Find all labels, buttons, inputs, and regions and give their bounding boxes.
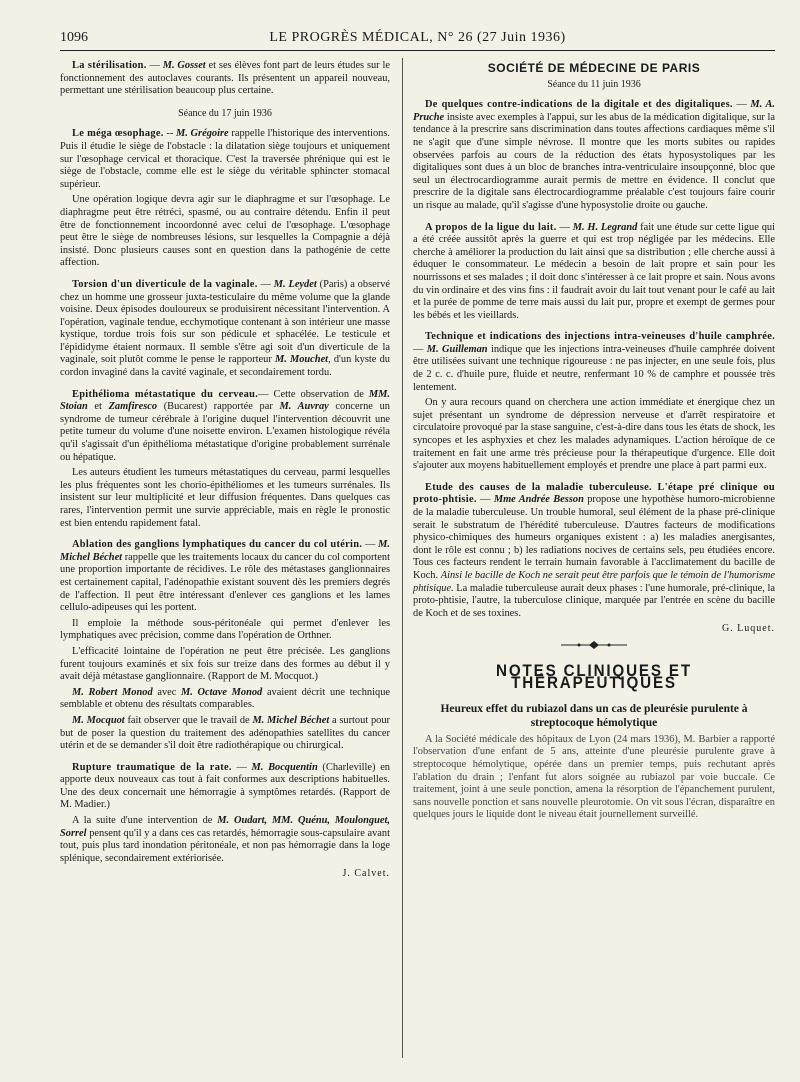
article-body: (Bucarest) rapportée par xyxy=(157,401,280,413)
article-author: M. H. Legrand xyxy=(572,221,638,233)
article-author: M. Robert Monod xyxy=(72,686,153,698)
note-title: Heureux effet du rubiazol dans un cas de pleurésie purulente à streptocoque hémolytique xyxy=(440,702,748,729)
section-heading: NOTES CLINIQUES ET THÉRAPEUTIQUES xyxy=(496,661,692,693)
article-title: Torsion d'un diverticule de la vaginale. xyxy=(72,278,258,290)
article-title: Technique et indications des injections intra-veineuses d'huile camphrée. xyxy=(425,331,775,343)
article-ligue-lait: A propos de la ligue du lait. — M. H. Legrand fait une étude sur cette ligue qui a été créée aussitôt après la guerre et qui est trop négligée par les médecins. Elle cherche à améliorer la production du lait ainsi que sa distribution ; elle cherche aussi à éduquer le consommateur. Le médecin a besoin de lait propre et sain pour les nourrissons et ses malades ; il doit donc s'intéresser à ce lait propre et sain. Nous avons du vin ordinaire et des vins fins : il faudrait avoir du lait tout venant pour le café au lait et la purée de pomme de terre mais aussi du lait pur, propre et exempt de germes pour les bébés et les vieillards. xyxy=(413,221,775,321)
article-author: M. Gosset xyxy=(162,60,206,71)
article-author: M. Michel Béchet xyxy=(60,539,390,563)
article-title: Le méga œsophage. xyxy=(72,128,164,140)
society-heading: SOCIÉTÉ DE MÉDECINE DE PARIS xyxy=(487,61,701,75)
article-title: Rupture traumatique de la rate. xyxy=(72,761,232,773)
article-author: M. Michel Béchet xyxy=(252,714,330,726)
article-sterilisation: La stérilisation. — M. Gosset et ses élèves font part de leurs études sur le fonctionnement des autoclaves courants. Ils présentent un appareil nouveau, permettant une stérilisation beaucoup plus certaine. xyxy=(60,60,390,97)
article-body: , d'un kyste du cordon invaginé dans la cavité vaginale, et secondairement tordu. xyxy=(60,354,390,379)
article-body-paragraph: M. Mocquot fait observer que le travail de M. Michel Béchet a surtout pour but de poser la question du traitement des adénopathies satellites du cancer utérin et de se demander s'il doit être radiothérapique ou chirurgical. xyxy=(60,714,391,752)
article-body-paragraph: Une opération logique devra agir sur le diaphragme et sur l'œsophage. Le diaphragme peut être rétréci, spasmé, ou au contraire détendu. Enfin il peut être de fonctionnement incoordonné avec celui de l'œsophage. L'œsophage peut être le siège de nombreuses lésions, sur lesquelles la Compagnie a déjà insisté. Donc plusieurs causes sont en question dans la pathogénie de cette affection. xyxy=(60,194,390,269)
article-body: fait une étude sur cette ligue qui a été créée aussitôt après la guerre et qui est trop négligée par les médecins. Elle cherche à améliorer la production du lait ainsi que sa distribution ; elle cherche aussi à éduquer le consommateur. Le médecin a besoin de lait propre et sain pour les nourrissons et ses malades ; il doit donc s'intéresser à ce lait propre et sain. Nous avons du vin ordinaire et des vins fins : il faudrait avoir du lait tout venant pour le café au lait et la purée de pomme de terre mais aussi du lait pur, propre et exempt de germes pour les bébés et les vieillards. xyxy=(413,221,775,321)
article-body-paragraph: On y aura recours quand on cherchera une action immédiate et énergique chez un sujet présentant un syndrome de dépression nerveuse et d'arrêt respiratoire et circulatoire provoqué par la stase sanguine, c'est-à-dire dans tous les états de shock, les syncopes et les asphyxies et chez les malades adynamiques. L'action héroïque de ce traitement en fait une arme très précieuse pour la thérapeutique d'urgence. Elle doit s'ajouter aux moyens habituellement employés et prendre une place à part parmi eux. xyxy=(413,397,775,472)
signature: J. Calvet. xyxy=(342,868,390,880)
article-body: La maladie tuberculeuse aurait deux phases : l'une humorale, pré-clinique, la proto-phtisie, l'autre, la tuberculose clinique, marquée par l'entrée en scène du bacille de Koch et de ses toxines. xyxy=(413,582,775,619)
signature: G. Luquet. xyxy=(721,623,775,635)
article-body: rappelle que les traitements locaux du cancer du col comportent une proportion importante de récidives. Le rôle des métastases ganglionnaires est certainement capital, l'adénopathie existant souvent dès les premiers degrés de l'affection. Il peut être intéressant d'enlever ces ganglions et les lames cellulo-adipeuses qui les portent. xyxy=(60,551,391,614)
session-date: Séance du 11 juin 1936 xyxy=(547,78,641,90)
article-ganglions: Ablation des ganglions lymphatiques du cancer du col utérin. — M. Michel Béchet rappelle que les traitements locaux du cancer du col comportent une proportion importante de récidives. Le rôle des métastases ganglionnaires est certainement capital, l'adénopathie existant souvent dès les premiers degrés de l'affection. Il peut être intéressant d'enlever ces ganglions et les lames cellulo-adipeuses qui les portent. xyxy=(60,539,391,614)
article-body: indique que les injections intra-veineuses d'huile camphrée doivent être utilisées suivant une technique rigoureuse : ne pas injecter, en une seule fois, plus de 2 c. c. d'huile pure, fluide et neutre, renfermant 10 % de camphre et poussée très lentement. xyxy=(413,343,775,393)
article-title: De quelques contre-indications de la digitale et des digitaliques. xyxy=(425,99,733,111)
article-body-paragraph: Il emploie la méthode sous-péritonéale qui permet d'enlever les lymphatiques avec précision, comme dans l'opération de Orthner. xyxy=(60,617,390,642)
article-body: (Charleville) en apporte deux nouveaux cas tout à fait conformes aux descriptions habituelles. Une des deux concernait une hémorragie à symptômes retardés. (Rapport de M. Madier.) xyxy=(60,761,391,811)
article-body: (Paris) a observé chez un homme une grosseur juxta-testiculaire du même volume que la glande voisine. Deux épisodes douloureux se produisirent nécessitant l'intervention. A l'opération, vaginale tendue, ecchymotique contenant à son intérieur une masse kystique, tordue trois fois sur son pédicule et sphacélée. Le testicule et l'épididyme étaient normaux. Il semble s'être agi soit d'un diverticule de la vaginale, soit plutôt comme le pense le rapporteur xyxy=(60,278,390,366)
article-author: M. Auvray xyxy=(279,401,329,413)
article-body-paragraph: Les auteurs étudient les tumeurs métastatiques du cerveau, parmi lesquelles les plus fréquentes sont les chorio-épithéliomes et les tumeurs surrénales. Ils insistent sur leur multiplicité et leur diffusion fréquentes. Dans quelques cas rares, l'intervention permit une survie appréciable, mais en règle le pronostic est bien entendu rapidement fatal. xyxy=(60,467,390,529)
article-author: M. Mouchet xyxy=(274,354,329,366)
article-author: M. Bocquentin xyxy=(251,761,318,773)
session-date: Séance du 17 juin 1936 xyxy=(178,107,272,119)
article-title: La stérilisation. xyxy=(72,60,147,71)
left-column xyxy=(60,60,390,884)
running-title: LE PROGRÈS MÉDICAL, N° 26 (27 Juin 1936) xyxy=(269,30,566,45)
article-body: insiste avec exemples à l'appui, sur les abus de la médication digitalique, sur la tendance à la prescrire sans discrimination dans toutes affections cardiaques même s'il ne s'agit que d'une simple névrose. Il montre que les morts subites ou rapides observées parfois au cours de la réduction des états hyposystoliques par les digitaliques sont dues à un bloc de branches intra-ventriculaire insoupçonné, bloc que seul un électrocardiogramme aurait permis de mettre en évidence. Il conclut que prescrire de la digitale sans électrocardiogramme préalable c'est toujours faire courir un risque au malade, qu'il s'agisse d'une hyposystolie droite ou gauche. xyxy=(413,111,775,211)
article-italic-passage: Ainsi le bacille de Koch ne serait peut être parfois que le témoin de l'humorisme phtisique. xyxy=(413,569,776,594)
article-author: M. Octave Monod xyxy=(181,686,263,698)
article-author: M. Grégoire xyxy=(176,128,229,140)
article-author: M. Leydet xyxy=(273,278,317,290)
article-tuberculose: Etude des causes de la maladie tuberculeuse. L'étape pré clinique ou proto-phtisie. — Mme Andrée Besson propose une hypothèse humoro-microbienne de la maladie tuberculeuse. Un trouble humoral, seul élément de la phase pré-clinique serait le substratum de l'hérédité tuberculeuse. D'autres facteurs de modifications physico-chimiques des humeurs organiques existent : a) les maladies anergisantes, dont le rôle est connu ; b) les radiations nocives de certains sels, peu étudiées encore. Tous ces facteurs rendent le terrain humain favorable à l'acclimatement du bacille de Koch. Ainsi le bacille de Koch ne serait peut être parfois que le témoin de l'humorisme phtisique. La maladie tuberculeuse aurait deux phases : l'une humorale, pré-clinique, la proto-phtisie, l'autre, la tuberculose clinique, marquée par l'entrée en scène du bacille de Koch et de ses toxines. xyxy=(413,481,776,619)
article-title: Ablation des ganglions lymphatiques du cancer du col utérin. xyxy=(72,539,363,551)
article-body-paragraph: M. Robert Monod avec M. Octave Monod avaient décrit une technique semblable et obtenu des résultats comparables. xyxy=(60,686,391,711)
article-body: rappelle l'historique des interventions. Puis il étudie le siège de l'obstacle : la dilatation siège toujours et uniquement sur l'œsophage cervical et thoracique. C'est la traversée phrénique qui est le siège de l'obstacle, comme elle est le siège du véritable sphincter stomacal supérieur. xyxy=(60,128,390,190)
article-body: — Cette observation de xyxy=(258,388,369,400)
article-body: concerne un syndrome de tumeur cérébrale à l'origine duquel l'intervention découvrit une petite tumeur du volume d'une noisette environ. L'examen histologique révéla qu'il s'agissait d'un épithélioma métastatique d'origine probablement surrénale ou hépatique. xyxy=(60,401,390,463)
article-body-paragraph: L'efficacité lointaine de l'opération ne peut être précisée. Les ganglions furent toujours examinés et six fois sur treize dans des formes au début il y avait déjà métastase ganglionnaire. (Rapport de M. Mocquot.) xyxy=(60,645,390,683)
article-title: Epithélioma métastatique du cerveau. xyxy=(72,388,259,400)
article-body: propose une hypothèse humoro-microbienne de la maladie tuberculeuse. Un trouble humoral, seul élément de la phase pré-clinique serait le substratum de l'hérédité tuberculeuse. D'autres facteurs de modifications physico-chimiques des humeurs organiques existent : a) les maladies anergisantes, dont le rôle est connu ; b) les radiations nocives de certains sels, peu étudiées encore. Tous ces facteurs rendent le terrain humain favorable à l'acclimatement du bacille de Koch. xyxy=(413,494,775,581)
article-mega-oesophage: Le méga œsophage. -- M. Grégoire rappelle l'historique des interventions. Puis il étudie le siège de l'obstacle : la dilatation siège toujours et uniquement sur l'œsophage cervical et thoracique. C'est la traversée phrénique qui est le siège de l'obstacle, comme elle est le siège du véritable sphincter stomacal supérieur. xyxy=(60,128,390,190)
page-header xyxy=(60,30,775,51)
article-title: Etude des causes de la maladie tuberculeuse. L'étape pré clinique ou proto-phtisie. xyxy=(413,481,775,506)
article-author: M. Guilleman xyxy=(426,343,488,355)
article-author: M. Oudart, MM. Quénu, Moulonguet, Sorrel xyxy=(60,815,390,839)
article-huile-camphree: Technique et indications des injections intra-veineuses d'huile camphrée. — M. Guilleman indique que les injections intra-veineuses d'huile camphrée doivent être utilisées suivant une technique rigoureuse : ne pas injecter, en une seule fois, plus de 2 c. c. d'huile pure, fluide et neutre, renfermant 10 % de camphre et poussée très lentement. xyxy=(413,331,775,393)
ornament-flourish-icon xyxy=(559,640,629,650)
article-author: Zamfiresco xyxy=(108,401,158,413)
article-digitale: De quelques contre-indications de la digitale et des digitaliques. — M. A. Pruche insiste avec exemples à l'appui, sur les abus de la médication digitalique, sur la tendance à la prescrire sans discrimination dans toutes affections cardiaques même s'il ne s'agit que d'une simple névrose. Il montre que les morts subites ou rapides observées parfois au cours de la réduction des états hyposystoliques par les digitaliques sont dues à un bloc de branches intra-ventriculaire insoupçonné, bloc que seul un électrocardiogramme aurait permis de mettre en évidence. Il conclut que prescrire de la digitale sans électrocardiogramme préalable c'est toujours faire courir un risque au malade, qu'il s'agisse d'une hyposystolie droite ou gauche. xyxy=(413,99,775,211)
article-epithelioma: Epithélioma métastatique du cerveau.— Cette observation de MM. Stoian et Zamfiresco (Bucarest) rapportée par M. Auvray concerne un syndrome de tumeur cérébrale à l'origine duquel l'intervention découvrit une petite tumeur du volume d'une noisette environ. L'examen histologique révéla qu'il s'agissait d'un épithélioma métastatique d'origine probablement surrénale ou hépatique. xyxy=(60,388,390,463)
article-body-paragraph: A la suite d'une intervention de M. Oudart, MM. Quénu, Moulonguet, Sorrel pensent qu'il y a dans ces cas retardés, hémorragie sous-capsulaire avant tout, puis plus tard inondation péritonéale, et non pas hémorragie dans la loge splénique, secondairement extériorisée. xyxy=(60,815,390,864)
column-divider xyxy=(402,58,403,1058)
right-column xyxy=(413,60,775,825)
article-title: A propos de la ligue du lait. xyxy=(425,221,557,233)
article-rupture-rate: Rupture traumatique de la rate. — M. Bocquentin (Charleville) en apporte deux nouveaux cas tout à fait conformes aux descriptions habituelles. Une des deux concernait une hémorragie à symptômes retardés. (Rapport de M. Madier.) xyxy=(60,761,391,811)
article-author: M. Mocquot xyxy=(72,714,125,726)
article-author: MM. Stoian xyxy=(60,388,390,413)
article-author: Mme Andrée Besson xyxy=(493,494,584,506)
article-torsion-diverticule: Torsion d'un diverticule de la vaginale. — M. Leydet (Paris) a observé chez un homme une grosseur juxta-testiculaire du même volume que la glande voisine. Deux épisodes douloureux se produisirent nécessitant l'intervention. A l'opération, vaginale tendue, ecchymotique contenant à son intérieur une masse kystique, tordue trois fois sur son pédicule et sphacélée. Le testicule et l'épididyme étaient normaux. Il semble s'être agi soit d'un diverticule de la vaginale, soit plutôt comme le pense le rapporteur M. Mouchet, d'un kyste du cordon invaginé dans la cavité vaginale, et secondairement tordu. xyxy=(60,278,390,379)
ornament-divider xyxy=(413,640,775,655)
page-number: 1096 xyxy=(60,30,88,45)
article-body: et ses élèves font part de leurs études sur le fonctionnement des autoclaves courants. Ils présentent un appareil nouveau, permettant une stérilisation beaucoup plus certaine. xyxy=(60,60,390,97)
note-body: A la Société médicale des hôpitaux de Lyon (24 mars 1936), M. Barbier a rapporté l'observation d'une enfant de 5 ans, atteinte d'une pleurésie purulente grave à streptocoque hémolytique, opérée dans un premier temps, puis rechutant après l'ablation du drain ; l'enfant fut alors soignée au rubiazol par voie buccale. Ce traitement, joint à une seule ponction, amena la résorption de l'épanchement purulent, sans nouvelle ponction et sans nouvelle pleurotomie. On vit sous l'écran, disparaître en quelques jours le liquide dont le niveau était journellement surveillé. xyxy=(413,733,775,821)
article-author: M. A. Pruche xyxy=(413,99,775,123)
